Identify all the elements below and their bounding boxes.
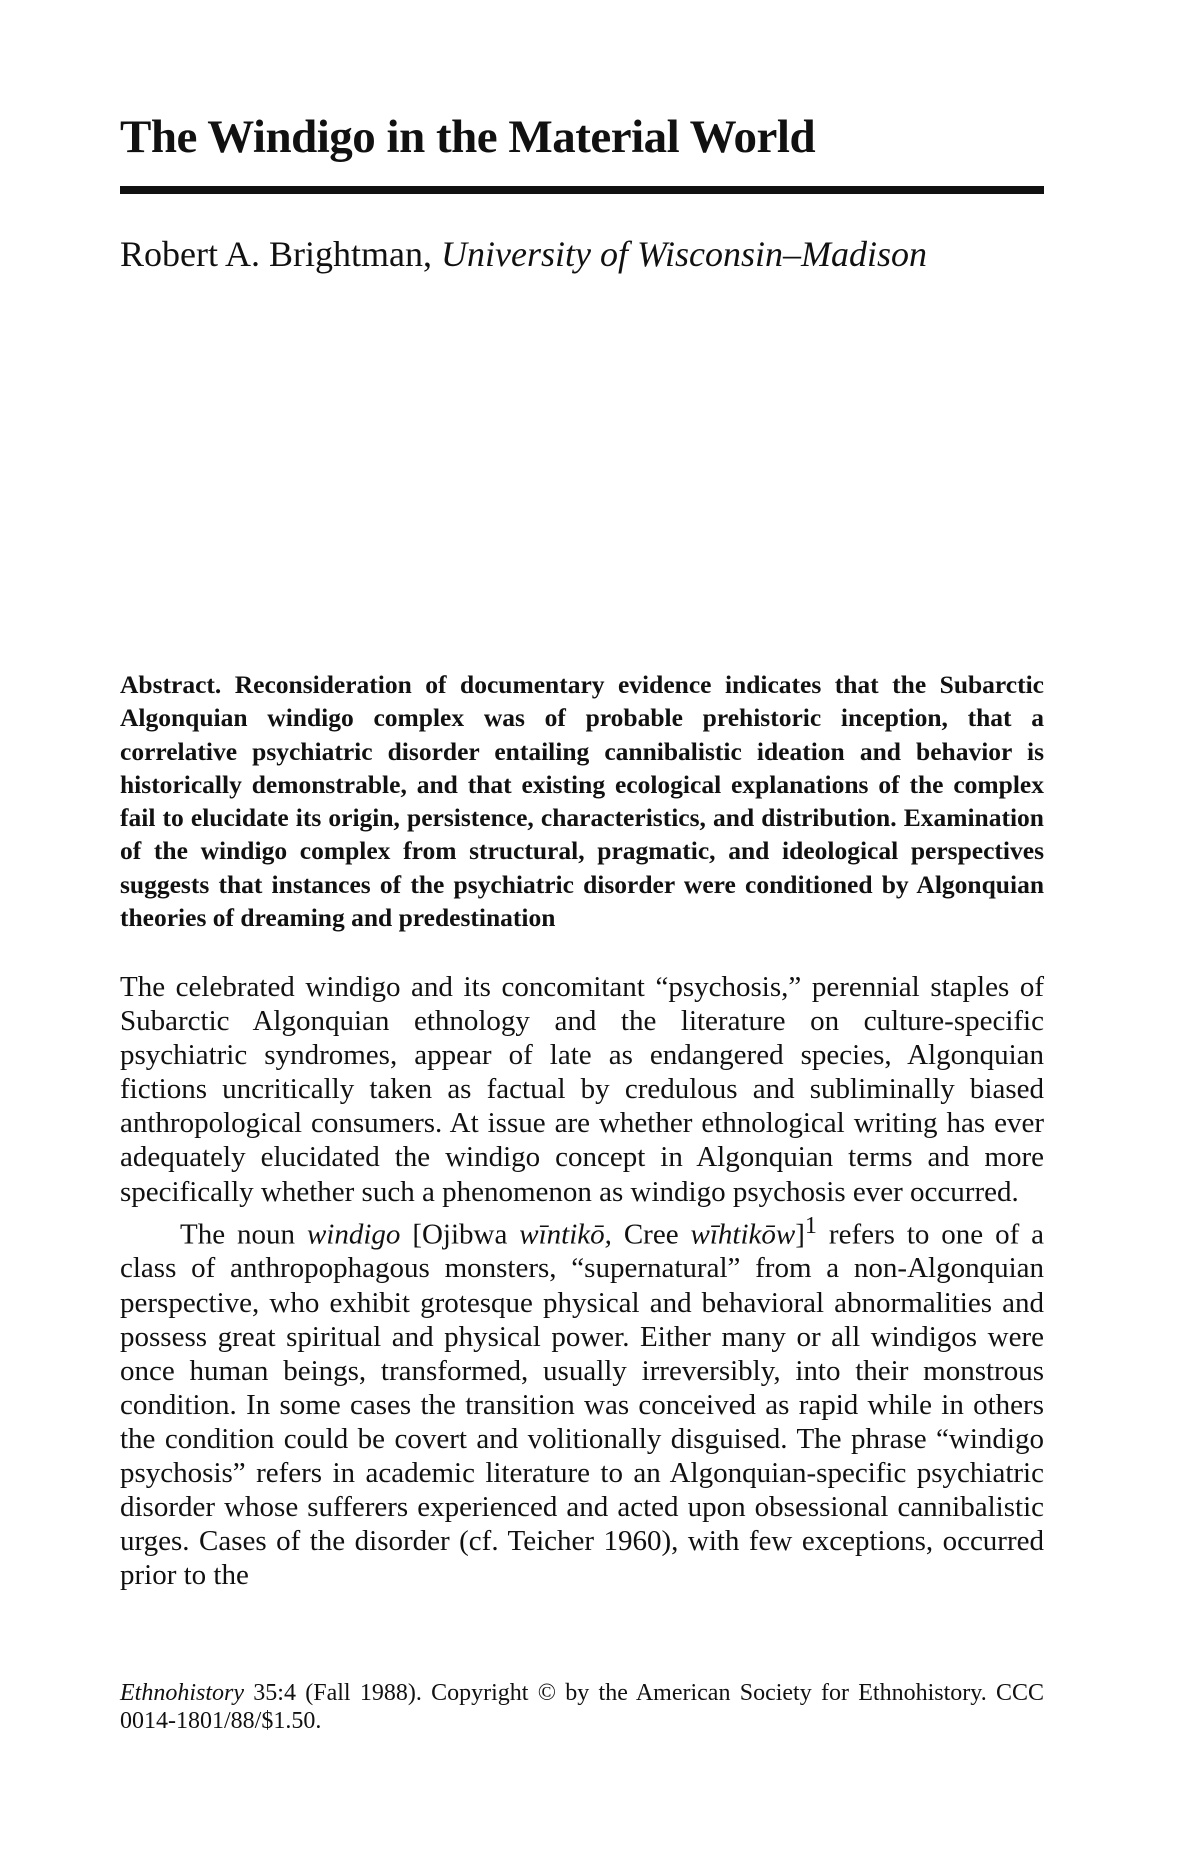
abstract-text: Reconsideration of documentary evidence indicates that the Subarctic Algonquian windigo complex was of probable prehistoric inception, that a correlative psychiatric disorder entailing cannibalistic ideation and behavior is historically demonstrable, and that existing ecological explanations of the complex fail to elucidate its origin, persistence, characteristics, and distribution. Examination of the windigo complex from structural, pragmatic, and ideological perspectives suggests that instances of the psychiatric disorder were conditioned by Algonquian theories of dreaming and predestination	[120, 670, 1044, 933]
title-rule	[120, 186, 1044, 194]
citation-text: 35:4 (Fall 1988). Copyright © by the American Society for Ethnohistory. CCC 0014-1801/88/$1.50.	[120, 1680, 1045, 1734]
p2-ojibwa-label: [Ojibwa	[412, 1218, 508, 1251]
term-windigo: windigo	[306, 1218, 401, 1251]
body-text	[120, 970, 1044, 1592]
author-affiliation: University of Wisconsin–Madison	[440, 234, 927, 274]
p2-rest: refers to one of a class of anthropophagous monsters, “supernatural” from a non-Algonquian perspective, who exhibit grotesque physical and behavioral abnormalities and possess great spiritual and physical power. Either many or all windigos were once human beings, transformed, usually irreversibly, into their monstrous condition. In some cases the transition was conceived as rapid while in others the condition could be covert and volitionally disguised. The phrase “windigo psychosis” refers in academic literature to an Algonquian-specific psychiatric disorder whose sufferers experienced and acted upon obsessional cannibalistic urges. Cases of the disorder (cf. Teicher 1960), with few exceptions, occurred prior to the	[120, 1218, 1045, 1592]
abstract-label: Abstract.	[120, 670, 222, 699]
p2-cree-label: Cree	[623, 1218, 679, 1251]
abstract	[120, 668, 1044, 934]
p2-lead: The noun	[180, 1218, 296, 1251]
body-paragraph-1: The celebrated windigo and its concomitant “psychosis,” perennial staples of Subarctic Algonquian ethnology and the literature on culture-specific psychiatric syndromes, appear of late as endangered species, Algonquian fictions uncritically taken as factual by credulous and subliminally biased anthropological consumers. At issue are whether ethnological writing has ever adequately elucidated the windigo concept in Algonquian terms and more specifically whether such a phenomenon as windigo psychosis ever occurred.	[120, 971, 1044, 1208]
term-cree: wīhtikōw	[690, 1218, 796, 1251]
body-paragraph-2	[120, 1209, 1044, 1593]
footnote-marker: 1	[804, 1211, 817, 1239]
journal-name: Ethnohistory	[120, 1680, 244, 1706]
term-ojibwa: wīntikō,	[519, 1218, 612, 1251]
article-title: The Windigo in the Material World	[120, 111, 816, 163]
p2-bracket: ]	[795, 1218, 805, 1251]
citation-footer	[120, 1679, 1044, 1735]
author-name: Robert A. Brightman,	[120, 234, 432, 274]
byline	[120, 233, 927, 275]
